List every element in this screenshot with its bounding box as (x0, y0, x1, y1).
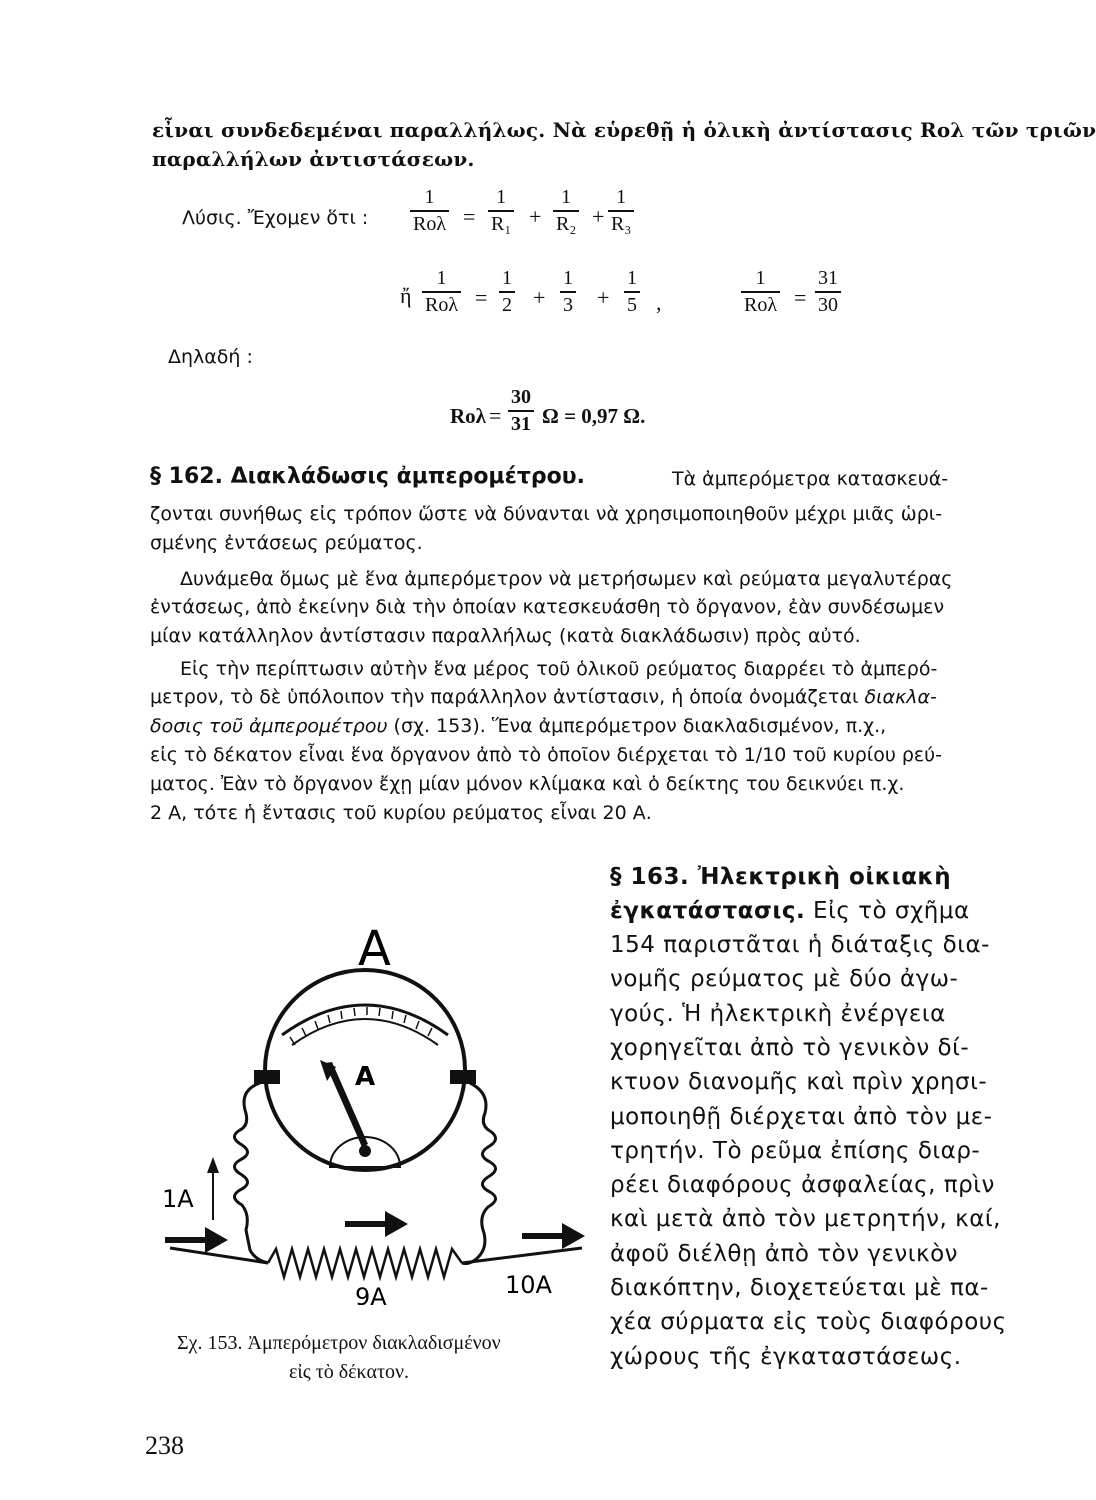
s162-p3-l4: εἰς τὸ δέκατον εἶναι ἕνα ὄργανον ἀπὸ τὸ ὁποῖον διέρχεται τὸ 1/10 τοῦ κυρίου ρεύ- (150, 744, 943, 766)
equals-sign: = (489, 403, 502, 428)
s163-line: χορηγεῖται ἀπὸ τὸ γενικὸν δί- (610, 1034, 970, 1061)
s163-line: γούς. Ἡ ἠλεκτρικὴ ἐνέργεια (610, 1000, 946, 1027)
s163-l2-rest: Εἰς τὸ σχῆμα (813, 898, 970, 924)
intro-line-1: εἶναι συνδεδεμέναι παραλλήλως. Νὰ εὑρεθῇ ἡ ὁλικὴ ἀντίστασις Rολ τῶν τριῶν (152, 118, 1096, 142)
s163-line: κτυον διανομῆς καὶ πρὶν χρησι- (610, 1069, 988, 1096)
s162-p3-l2 (150, 688, 937, 707)
final-rhs: Ω = 0,97 Ω. (542, 404, 646, 428)
left-terminal (254, 1070, 280, 1084)
s163-line: χέα σύρματα εἰς τοὺς διαφόρους (610, 1309, 1007, 1336)
ammeter-shunt-figure (150, 915, 590, 1305)
equals-sign: = (475, 285, 488, 310)
intro-line-2: παραλλήλων ἀντιστάσεων. (152, 147, 475, 171)
s162-p3-l3 (150, 717, 886, 736)
meter-scale-inner-arc (292, 1019, 438, 1045)
s163-line: χώρους τῆς ἐγκαταστάσεως. (610, 1343, 962, 1370)
frac-1-over-3: 1 3 (560, 268, 576, 315)
final-lhs: Rολ (450, 404, 486, 428)
frac-1-over-rol-2: 1 Rολ (422, 268, 461, 315)
s162-p3-l2-text: μετρον, τὸ δὲ ὑπόλοιπον τὴν παράλληλον ἀντίστασιν, ἡ ὁποία ὀνομάζεται (150, 686, 859, 708)
figure-title-letter: A (358, 921, 391, 977)
frac-1-over-rol: 1 Rολ (410, 187, 449, 234)
label-1a: 1A (162, 1185, 194, 1213)
label-9a: 9A (355, 1283, 387, 1305)
comma: , (656, 290, 662, 315)
s162-p3-l6: 2 Α, τότε ἡ ἔντασις τοῦ κυρίου ρεύματος εἶναι 20 Α. (150, 802, 652, 824)
section-163-heading-l2: ἐγκατάστασις. (610, 898, 806, 924)
s163-line: 154 παριστᾶται ἡ διάταξις δια- (610, 932, 990, 958)
shunt-resistor (268, 1249, 462, 1277)
output-current-arrow (522, 1223, 585, 1249)
s163-line: νομῆς ρεύματος μὲ δύο ἀγω- (610, 966, 959, 993)
figure-caption-l1: Σχ. 153. Ἀμπερόμετρον διακλαδισμένον (177, 1332, 501, 1354)
s162-p3-l1: Εἰς τὴν περίπτωσιν αὐτὴν ἕνα μέρος τοῦ ὁλικοῦ ρεύματος διαρρέει τὸ ἀμπερό- (180, 658, 938, 680)
deladi-label: Δηλαδή : (168, 346, 253, 368)
frac-1-over-5: 1 5 (624, 268, 640, 315)
plus-sign: + (529, 204, 542, 229)
s163-line: τρητήν. Τὸ ρεῦμα ἐπίσης διαρ- (610, 1137, 981, 1164)
s162-p2-l3: μίαν κατάλληλον ἀντίστασιν παραλλήλως (κατὰ διακλάδωσιν) πρὸς αὐτό. (150, 625, 861, 647)
frac-1-over-2: 1 2 (499, 268, 515, 315)
meter-current-arrow-head (207, 1157, 219, 1173)
shunt-current-arrow (345, 1211, 408, 1237)
s162-p2-l2: ἐντάσεως, ἀπὸ ἐκείνην διὰ τὴν ὁποίαν κατεσκευάσθη τὸ ὄργανον, ἐὰν συνδέσωμεν (150, 596, 945, 618)
dial-letter: A (355, 1062, 376, 1092)
s162-p1-l1: Τὰ ἀμπερόμετρα κατασκευά- (672, 468, 949, 490)
pivot-point (359, 1145, 371, 1157)
s162-p3-l5: ματος. Ἐὰν τὸ ὄργανον ἔχῃ μίαν μόνον κλίμακα καὶ ὁ δείκτης του δεικνύει π.χ. (150, 773, 905, 795)
frac-1-over-r2: 1 R₂ (553, 187, 579, 234)
s163-line: καὶ μετὰ ἀπὸ τὸν μετρητήν, καί, (610, 1206, 1001, 1233)
right-terminal (450, 1070, 476, 1084)
equals-sign: = (463, 204, 476, 229)
frac-1-over-rol-3: 1 Rολ (741, 268, 780, 315)
plus-sign: + (597, 285, 610, 310)
s162-p3-l3-text: (σχ. 153). Ἕνα ἀμπερόμετρον διακλαδισμένον, π.χ., (393, 715, 887, 737)
plus-sign: + (592, 204, 605, 229)
s162-p3-l3-italic: δοσις τοῦ ἀμπερομέτρου (150, 715, 388, 737)
section-162-heading: § 162. Διακλάδωσις ἀμπερομέτρου. (150, 464, 585, 489)
eta-word: ἤ (400, 283, 412, 308)
s163-line: ἀφοῦ διέλθῃ ἀπὸ τὸν γενικὸν (610, 1240, 958, 1267)
frac-1-over-r1: 1 R₁ (488, 187, 514, 234)
right-coil-wire (462, 1083, 496, 1264)
s163-line: διακόπτην, διοχετεύεται μὲ πα- (610, 1275, 989, 1301)
s162-p1-l3: σμένης ἐντάσεως ρεύματος. (150, 532, 423, 554)
section-163-heading-l1: § 163. Ἠλεκτρικὴ οἰκιακὴ (610, 864, 952, 890)
plus-sign: + (533, 285, 546, 310)
solution-label: Λύσις. Ἔχομεν ὅτι : (182, 207, 369, 229)
s163-line: ρέει διαφόρους ἀσφαλείας, πρὶν (610, 1172, 995, 1199)
s162-p1-l2: ζονται συνήθως εἰς τρόπον ὥστε νὰ δύνανται νὰ χρησιμοποιηθοῦν μέχρι μιᾶς ὡρι- (150, 503, 943, 525)
figure-caption-l2: εἰς τὸ δέκατον. (289, 1361, 410, 1383)
page-number: 238 (145, 1431, 184, 1460)
equals-sign: = (794, 285, 807, 310)
frac-1-over-r3: 1 R₃ (608, 187, 634, 234)
s163-line: μοποιηθῇ διέρχεται ἀπὸ τὸν με- (610, 1103, 993, 1130)
frac-31-over-30: 31 30 (815, 268, 841, 315)
left-coil-wire (234, 1083, 268, 1263)
frac-30-over-31: 30 31 (508, 387, 534, 434)
s162-p2-l1: Δυνάμεθα ὅμως μὲ ἕνα ἀμπερόμετρον νὰ μετρήσωμεν καὶ ρεύματα μεγαλυτέρας (180, 568, 953, 590)
s163-l2 (610, 900, 970, 923)
s162-p3-l2-italic: διακλα- (864, 686, 937, 708)
label-10a: 10A (505, 1271, 552, 1299)
